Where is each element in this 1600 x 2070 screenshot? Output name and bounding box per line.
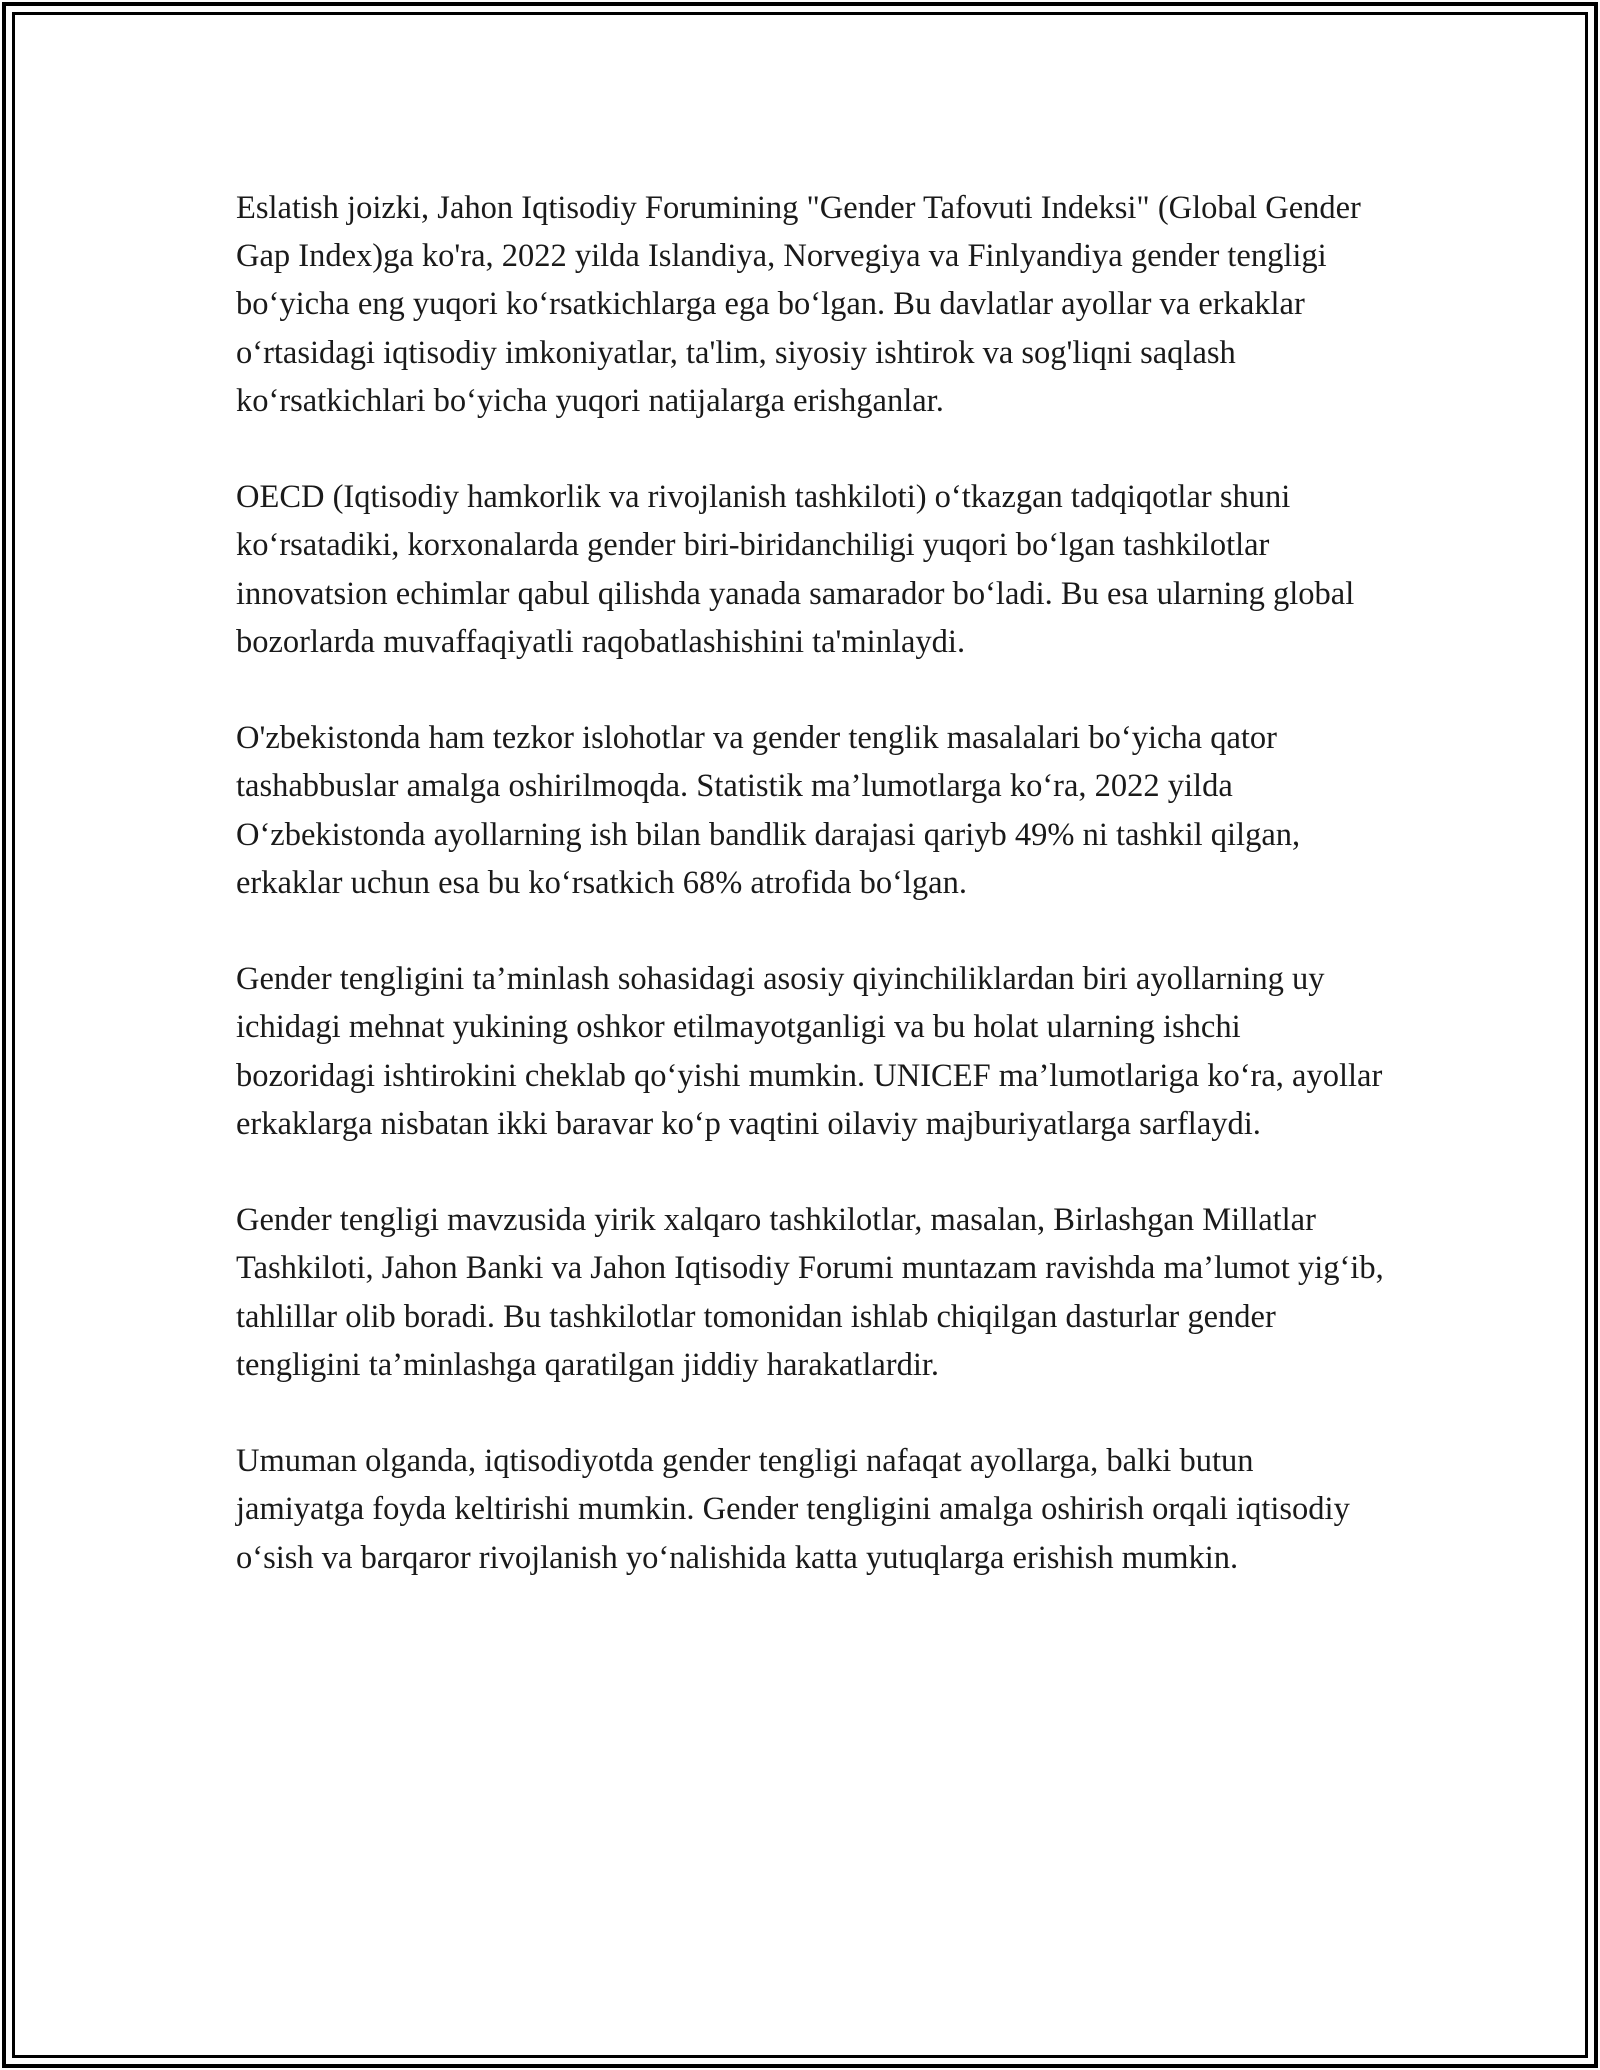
paragraph-2: OECD (Iqtisodiy hamkorlik va rivojlanish tashkiloti) oʻtkazgan tadqiqotlar shuni koʻrsatadiki, korxonalarda gender biri-biridanchiligi yuqori boʻlgan tashkilotlar innovatsion echimlar qabul qilishda yanada samarador boʻladi. Bu esa ularning global bozorlarda muvaffaqiyatli raqobatlashishini ta'minlaydi. [236,479,1355,660]
paragraph-6: Umuman olganda, iqtisodiyotda gender tengligi nafaqat ayollarga, balki butun jamiyatga foyda keltirishi mumkin. Gender tengligini amalga oshirish orqali iqtisodiy oʻsish va barqaror rivojlanish yoʻnalishida katta yutuqlarga erishish mumkin. [236,1443,1350,1576]
paragraph-1: Eslatish joizki, Jahon Iqtisodiy Forumining "Gender Tafovuti Indeksi" (Global Gender Gap Index)ga ko'ra, 2022 yilda Islandiya, Norvegiya va Finlyandiya gender tengligi boʻyicha eng yuqori koʻrsatkichlarga ega boʻlgan. Bu davlatlar ayollar va erkaklar oʻrtasidagi iqtisodiy imkoniyatlar, ta'lim, siyosiy ishtirok va sog'liqni saqlash koʻrsatkichlari boʻyicha yuqori natijalarga erishganlar. [236,190,1361,419]
document-body [236,184,1386,1630]
paragraph-4: Gender tengligini ta’minlash sohasidagi asosiy qiyinchiliklardan biri ayollarning uy ichidagi mehnat yukining oshkor etilmayotganligi va bu holat ularning ishchi bozoridagi ishtirokini cheklab qoʻyishi mumkin. UNICEF ma’lumotlariga koʻra, ayollar erkaklarga nisbatan ikki baravar koʻp vaqtini oilaviy majburiyatlarga sarflaydi. [236,961,1383,1142]
paragraph-5: Gender tengligi mavzusida yirik xalqaro tashkilotlar, masalan, Birlashgan Millatlar Tashkiloti, Jahon Banki va Jahon Iqtisodiy Forumi muntazam ravishda ma’lumot yigʻib, tahlillar olib boradi. Bu tashkilotlar tomonidan ishlab chiqilgan dasturlar gender tengligini ta’minlashga qaratilgan jiddiy harakatlardir. [236,1202,1384,1383]
paragraph-3: O'zbekistonda ham tezkor islohotlar va gender tenglik masalalari boʻyicha qator tashabbuslar amalga oshirilmoqda. Statistik ma’lumotlarga koʻra, 2022 yilda Oʻzbekistonda ayollarning ish bilan bandlik darajasi qariyb 49% ni tashkil qilgan, erkaklar uchun esa bu koʻrsatkich 68% atrofida boʻlgan. [236,720,1301,901]
